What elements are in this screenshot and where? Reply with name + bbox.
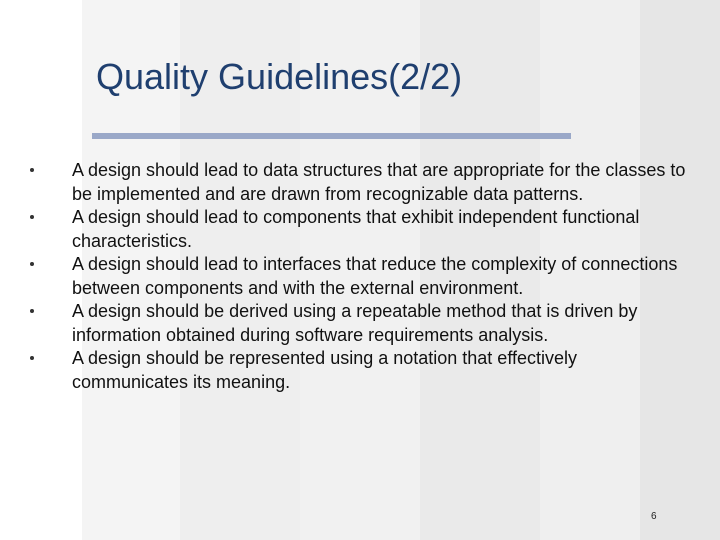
bullet-item <box>30 300 690 347</box>
bullet-item <box>30 206 690 253</box>
page-number: 6 <box>651 511 657 522</box>
bullet-text: A design should be represented using a notation that effectively communicates its meaning. <box>72 348 578 392</box>
bullet-dot-icon <box>30 356 34 360</box>
bullet-dot-icon <box>30 168 34 172</box>
title-underline-rule <box>92 133 571 139</box>
bullet-dot-icon <box>30 262 34 266</box>
slide-title: Quality Guidelines(2/2) <box>96 56 463 97</box>
bullet-text: A design should lead to data structures that are appropriate for the classes to be implemented and are drawn from recognizable data patterns. <box>72 160 686 204</box>
bullet-dot-icon <box>30 215 34 219</box>
bullet-text: A design should lead to interfaces that reduce the complexity of connections between components and with the external environment. <box>72 254 678 298</box>
bullet-item <box>30 253 690 300</box>
bullet-dot-icon <box>30 309 34 313</box>
bullet-item <box>30 347 690 394</box>
bullet-text: A design should lead to components that exhibit independent functional characteristics. <box>72 207 640 251</box>
bullet-item <box>30 159 690 206</box>
bullet-text: A design should be derived using a repeatable method that is driven by information obtained during software requirements analysis. <box>72 301 638 345</box>
bullet-list <box>30 159 690 394</box>
